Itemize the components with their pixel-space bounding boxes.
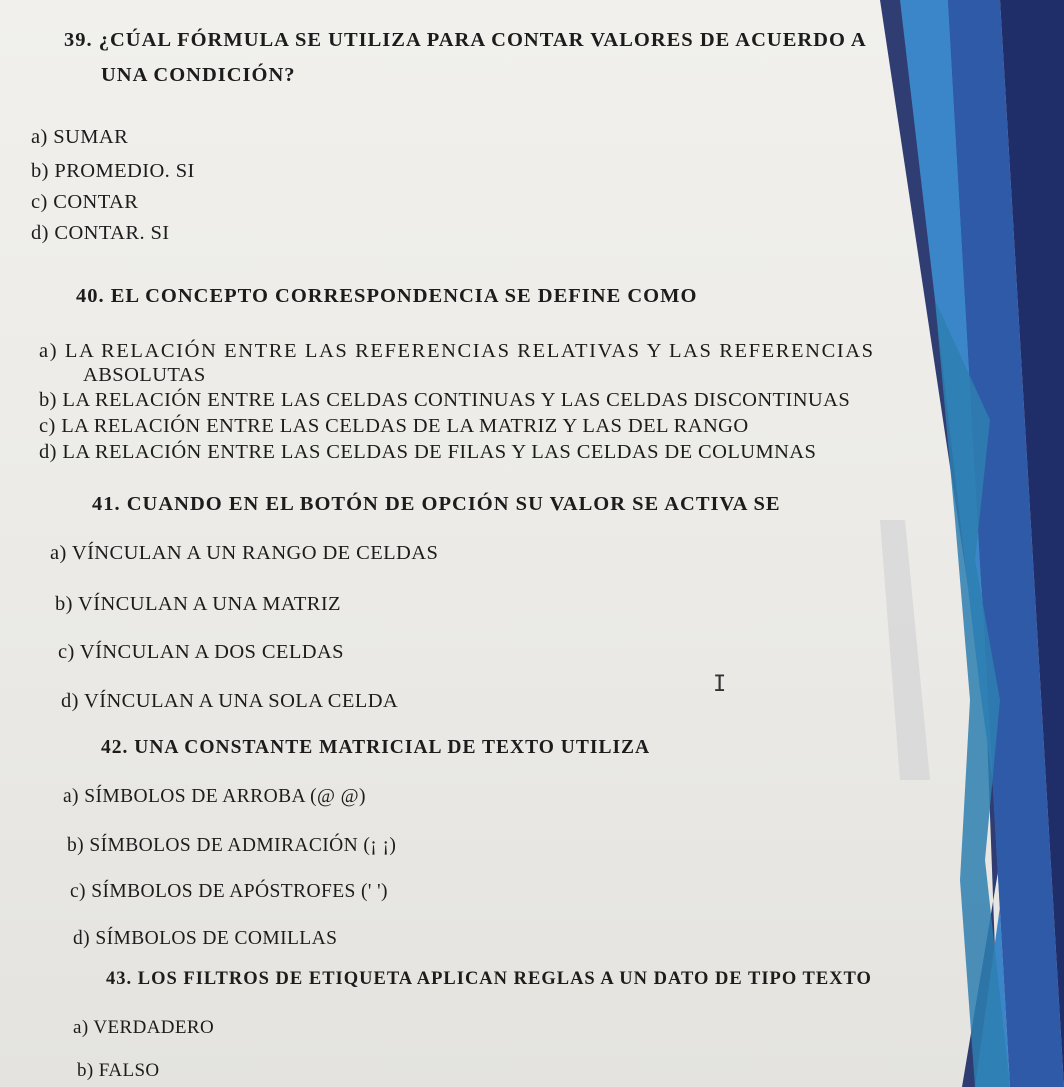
q40-option-c: c) LA RELACIÓN ENTRE LAS CELDAS DE LA MATRIZ Y LAS DEL RANGO [39, 415, 749, 437]
q39-title-line2: UNA CONDICIÓN? [101, 64, 296, 86]
q39-option-d: d) CONTAR. SI [31, 222, 170, 244]
q42-option-a: a) SÍMBOLOS DE ARROBA (@ @) [63, 786, 366, 807]
text-cursor-icon: I [713, 672, 727, 697]
q40-option-b: b) LA RELACIÓN ENTRE LAS CELDAS CONTINUAS Y LAS CELDAS DISCONTINUAS [39, 389, 851, 411]
q43-title: 43. LOS FILTROS DE ETIQUETA APLICAN REGLAS A UN DATO DE TIPO TEXTO [106, 969, 872, 989]
q42-title: 42. UNA CONSTANTE MATRICIAL DE TEXTO UTILIZA [101, 737, 651, 758]
q42-option-b: b) SÍMBOLOS DE ADMIRACIÓN (¡ ¡) [67, 835, 397, 856]
q39-option-b: b) PROMEDIO. SI [31, 160, 195, 182]
band-shade [880, 520, 930, 780]
q39-title-line1: 39. ¿CÚAL FÓRMULA SE UTILIZA PARA CONTAR VALORES DE ACUERDO A [64, 29, 867, 51]
q40-option-a-line1: a) LA RELACIÓN ENTRE LAS REFERENCIAS RELATIVAS Y LAS REFERENCIAS [39, 340, 875, 362]
q40-option-d: d) LA RELACIÓN ENTRE LAS CELDAS DE FILAS Y LAS CELDAS DE COLUMNAS [39, 441, 817, 463]
q41-option-c: c) VÍNCULAN A DOS CELDAS [58, 641, 344, 663]
q41-title: 41. CUANDO EN EL BOTÓN DE OPCIÓN SU VALOR SE ACTIVA SE [92, 493, 781, 515]
q40-title: 40. EL CONCEPTO CORRESPONDENCIA SE DEFINE COMO [76, 285, 698, 307]
q40-option-a-line2: ABSOLUTAS [83, 364, 206, 386]
q41-option-b: b) VÍNCULAN A UNA MATRIZ [55, 593, 341, 615]
q39-option-a: a) SUMAR [31, 126, 129, 148]
q42-option-c: c) SÍMBOLOS DE APÓSTROFES (' ') [70, 881, 388, 902]
q43-option-b: b) FALSO [77, 1060, 160, 1081]
q43-option-a: a) VERDADERO [73, 1017, 215, 1038]
q41-option-d: d) VÍNCULAN A UNA SOLA CELDA [61, 690, 399, 712]
q39-option-c: c) CONTAR [31, 191, 139, 213]
q41-option-a: a) VÍNCULAN A UN RANGO DE CELDAS [50, 542, 439, 564]
q42-option-d: d) SÍMBOLOS DE COMILLAS [73, 928, 338, 949]
